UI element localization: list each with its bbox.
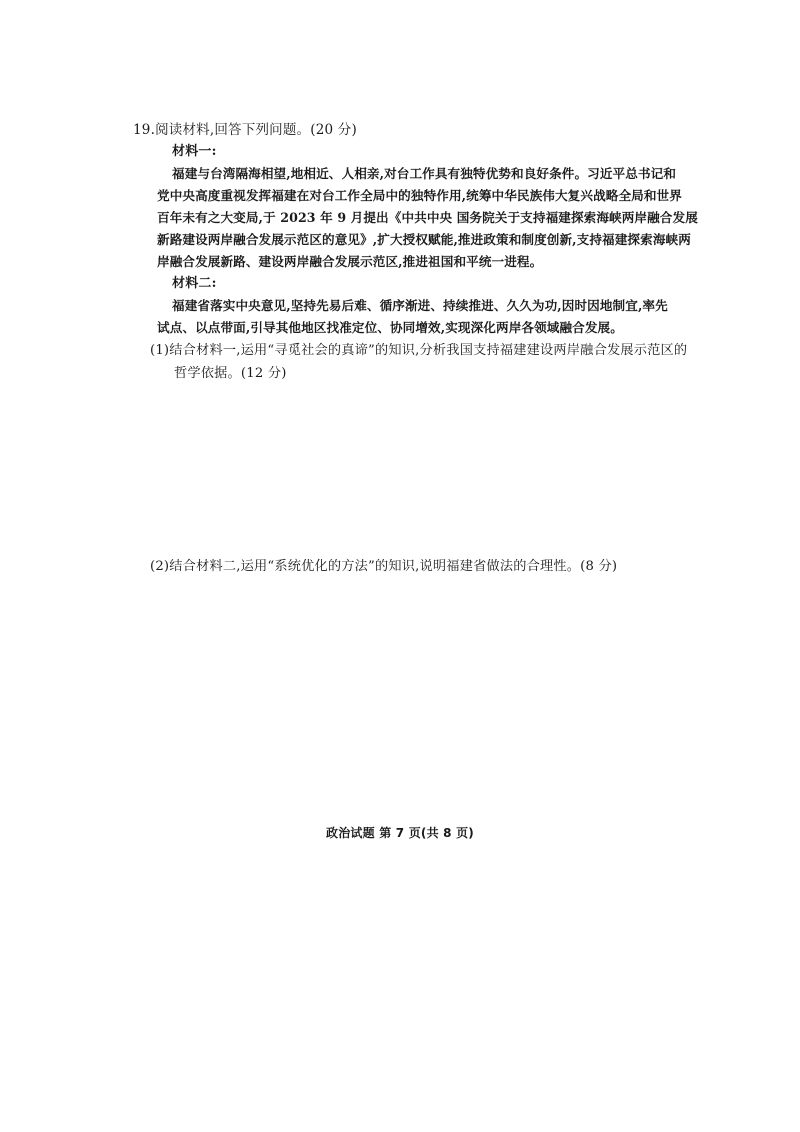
sub-question-1: (1)结合材料一,运用“寻觅社会的真谛”的知识,分析我国支持福建建设两岸融合发展示范区的: [150, 343, 688, 358]
material-one-line: 百年未有之大变局,于 2023 年 9 月提出《中共中央 国务院关于支持福建探索海峡两岸融合发展: [157, 210, 698, 225]
material-two-label: 材料二:: [172, 276, 217, 291]
sub-question-2: (2)结合材料二,运用“系统优化的方法”的知识,说明福建省做法的合理性。(8 分): [150, 559, 618, 574]
material-one-label: 材料一:: [172, 144, 217, 159]
material-one-line: 新路建设两岸融合发展示范区的意见》,扩大授权赋能,推进政策和制度创新,支持福建探索海峡两: [157, 232, 691, 247]
page-footer: 政治试题 第 7 页(共 8 页): [326, 826, 474, 840]
answer-space-1: [150, 390, 670, 540]
answer-space-2: [150, 582, 670, 812]
material-two-line: 试点、以点带面,引导其他地区找准定位、协同增效,实现深化两岸各领域融合发展。: [157, 320, 623, 335]
material-one-line: 岸融合发展新路、建设两岸融合发展示范区,推进祖国和平统一进程。: [157, 254, 543, 269]
material-two-line: 福建省落实中央意见,坚持先易后难、循序渐进、持续推进、久久为功,因时因地制宜,率先: [172, 298, 668, 313]
sub-question-1-continued: 哲学依据。(12 分): [174, 366, 287, 381]
material-one-line: 党中央高度重视发挥福建在对台工作全局中的独特作用,统筹中华民族伟大复兴战略全局和世界: [157, 188, 682, 203]
material-one-line: 福建与台湾隔海相望,地相近、人相亲,对台工作具有独特优势和良好条件。习近平总书记和: [172, 166, 677, 181]
question-title: 19.阅读材料,回答下列问题。(20 分): [133, 122, 357, 138]
